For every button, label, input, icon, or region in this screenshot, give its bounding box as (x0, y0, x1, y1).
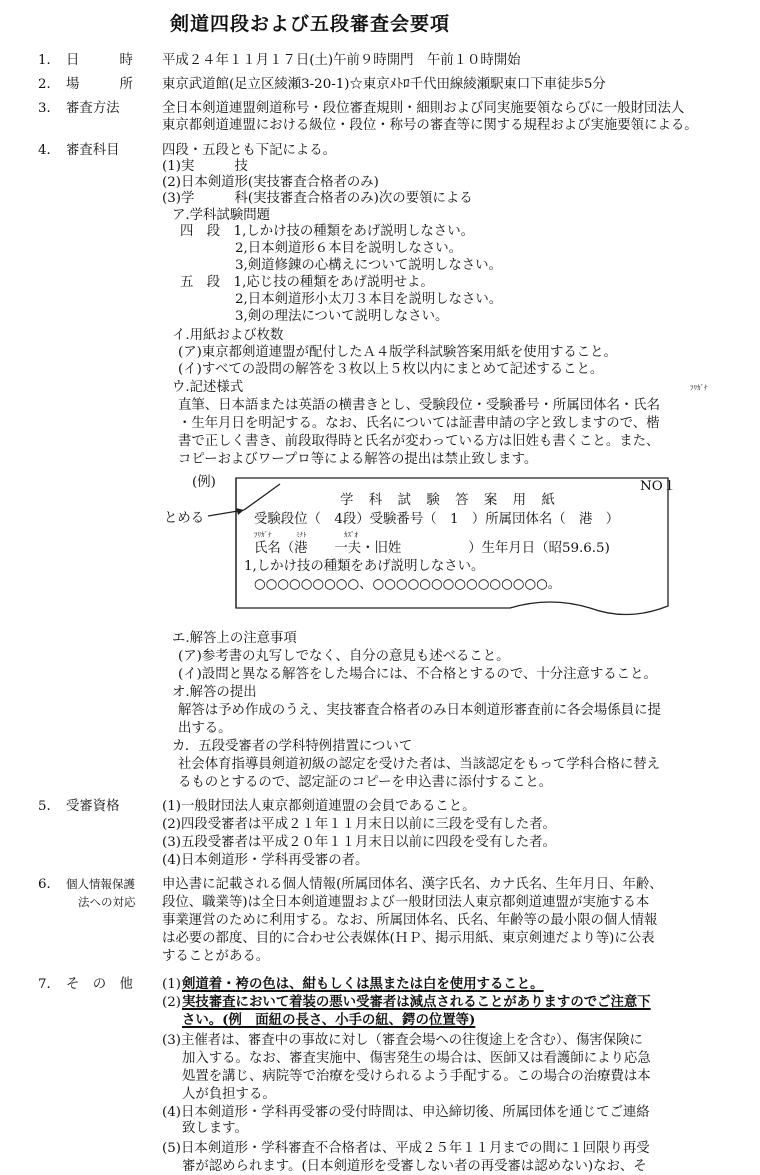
section-label: 法への対応 (78, 895, 136, 909)
section-text: (4)日本剣道形・学科再受審の者。 (162, 853, 369, 868)
section-text: (イ)設問と異なる解答をした場合には、不合格とするので、十分注意すること。 (178, 667, 657, 682)
section-text: (3)主催者は、審査中の事故に対し（審査会場への往復途上を含む）、傷害保険に (162, 1033, 643, 1048)
section-number: 6． (38, 877, 60, 892)
section-number: 7． (38, 977, 60, 992)
furigana-label: ﾌﾘｶﾞﾅ (254, 531, 272, 539)
section-text: は必要の都度、目的に合わせ公表媒体(ＨＰ、掲示用紙、東京剣連だより等)に公表 (162, 931, 655, 946)
section-number: 1． (38, 53, 60, 68)
sheet-row-exam-info: 受験段位（ 4段）受験番号（ 1 ）所属団体名（ 港 ） (254, 512, 620, 527)
section-text: 解答は予め作成のうえ、実技審査合格者のみ日本剣道形審査前に各会場係員に提 (178, 703, 661, 718)
section-text: (ア)参考書の丸写しでなく、自分の意見も述べること。 (178, 649, 510, 664)
section-number: 4． (38, 143, 60, 158)
section-text: 東京都剣道連盟における級位・段位・称号の審査等に関する規程および実施要領による。 (162, 118, 698, 133)
section-text-emphasis: 剣道着・袴の色は、紺もしくは黒または白を使用すること。 (182, 976, 544, 992)
section-text: 人が負担する。 (182, 1087, 276, 1102)
section-text: 平成２４年１１月１７日(土)午前９時開門 午前１０時開始 (162, 53, 521, 68)
section-text: 出する。 (178, 721, 232, 736)
section-text: 五 段 1,応じ技の種類をあげ説明せよ。 (180, 275, 434, 290)
section-text: (1)一般財団法人東京都剣道連盟の会員であること。 (162, 799, 476, 814)
section-text: コピーおよびワープロ等による解答の提出は禁止致します。 (178, 452, 538, 467)
section-label: 受審資格 (66, 799, 120, 814)
section-text: 3,剣の理法について説明しなさい。 (235, 309, 449, 324)
section-text: 直筆、日本語または英語の横書きとし、受験段位・受験番号・所属団体名・氏名 (178, 398, 661, 413)
section-text: 3,剣道修錬の心構えについて説明しなさい。 (235, 258, 502, 273)
item-number: (2) (162, 995, 181, 1010)
section-label: 個人情報保護 (66, 877, 135, 891)
section-text: ・生年月日を明記する。なお、氏名については証書申請の字と致しますので、楷 (178, 416, 660, 431)
section-text: (1)実 技 (162, 159, 248, 174)
section-text: (3)五段受審者は平成２０年１１月末日以前に四段を受有した者。 (162, 835, 556, 850)
section-text: 東京武道館(足立区綾瀬3-20-1)☆東京ﾒﾄﾛ千代田線綾瀬駅東口下車徒歩5分 (162, 77, 606, 92)
section-text: 加入する。なお、審査実施中、傷害発生の場合は、医師又は看護師により応急 (182, 1051, 651, 1066)
item-number: (1) (162, 977, 181, 992)
section-text: エ.解答上の注意事項 (172, 631, 297, 646)
section-text: 書で正しく書き、前段取得時と氏名が変わっている方は旧姓も書くこと。また、 (178, 434, 660, 449)
section-text: (4)日本剣道形・学科再受審の受付時間は、申込締切後、所属団体を通じてご連絡 (162, 1105, 650, 1120)
section-text: することがある。 (162, 949, 270, 964)
page-title: 剣道四段および五段審査会要項 (169, 13, 450, 35)
section-label: 日 時 (66, 53, 133, 68)
section-label: 場 所 (66, 77, 133, 92)
section-text: 処置を講じ、病院等で治療を受けられるよう手配する。この場合の治療費は本 (182, 1069, 651, 1084)
sheet-row-answer: ○○○○○○○○○、○○○○○○○○○○○○○○○。 (254, 577, 562, 592)
section-text: 2,日本剣道形６本目を説明しなさい。 (235, 241, 463, 256)
section-text-emphasis: 実技審査において着装の悪い受審者は減点されることがありますのでご注意下 (182, 994, 651, 1010)
section-label: そ の 他 (66, 977, 133, 992)
furigana-note: ﾌﾘｶﾞﾅ (690, 384, 708, 392)
sheet-number: NO１ (640, 479, 677, 494)
section-text: イ.用紙および枚数 (172, 328, 284, 343)
section-text: 四 段 1,しかけ技の種類をあげ説明しなさい。 (180, 224, 474, 239)
sheet-row-name: 氏名（港 一夫・旧姓 ）生年月日（昭59.6.5) (254, 541, 610, 556)
sheet-row-question: 1,しかけ技の種類をあげ説明しなさい。 (244, 559, 485, 574)
section-number: 5． (38, 799, 60, 814)
section-text: 申込書に記載される個人情報(所属団体名、漢字氏名、カナ氏名、生年月日、年齢、 (162, 877, 663, 892)
section-text: 四段・五段とも下記による。 (162, 143, 337, 158)
section-text: (ア)東京都剣道連盟が配付したＡ４版学科試験答案用紙を使用すること。 (178, 345, 617, 360)
section-text: 全日本剣道連盟剣道称号・段位審査規則・細則および同実施要領ならびに一般財団法人 (162, 101, 685, 116)
section-text: 事業運営のために利用する。なお、所属団体名、氏名、年齢等の最小限の個人情報 (162, 913, 658, 928)
section-text: 段位、職業等)は全日本剣道連盟および一般財団法人東京都剣道連盟が実施する本 (162, 895, 650, 910)
section-text-emphasis: さい。(例 面紐の長さ、小手の紐、鍔の位置等) (182, 1012, 476, 1028)
section-text: オ.解答の提出 (172, 685, 257, 700)
example-label: (例) (192, 475, 216, 490)
section-text: (2)四段受審者は平成２１年１１月末日以前に三段を受有した者。 (162, 817, 556, 832)
section-number: 3． (38, 101, 60, 116)
sheet-title: 学 科 試 験 答 案 用 紙 (340, 493, 556, 508)
section-text: (5)日本剣道形・学科審査不合格者は、平成２５年１１月までの間に１回限り再受 (162, 1141, 650, 1156)
furigana-surname: ﾐﾅﾄ (296, 531, 307, 539)
section-label: 審査方法 (66, 101, 120, 116)
section-text: 致します。 (182, 1121, 248, 1136)
section-text: 審が認められます。(日本剣道形を受審しない者の再受審は認めない)なお、そ (182, 1159, 647, 1174)
section-text: (2)日本剣道形(実技審査合格者のみ) (162, 175, 379, 190)
section-text: ア.学科試験問題 (172, 208, 270, 223)
section-text: 2,日本剣道形小太刀３本目を説明しなさい。 (235, 292, 503, 307)
section-text: (3)学 科(実技審査合格者のみ)次の要領による (162, 191, 473, 206)
section-text: るものとするので、認定証のコピーを申込書に添付すること。 (178, 775, 553, 790)
staple-label: とめる (164, 511, 205, 526)
furigana-given: ｶｽﾞｵ (344, 531, 358, 539)
section-text: 社会体育指導員剣道初級の認定を受けた者は、当該認定をもって学科合格に替え (178, 757, 661, 772)
section-text: カ．五段受審者の学科特例措置について (172, 739, 413, 754)
section-text: (イ)すべての設問の解答を３枚以上５枚以内にまとめて記述すること。 (178, 362, 604, 377)
section-label: 審査科目 (66, 143, 120, 158)
section-text: ウ.記述様式 (172, 380, 244, 395)
section-number: 2． (38, 77, 60, 92)
